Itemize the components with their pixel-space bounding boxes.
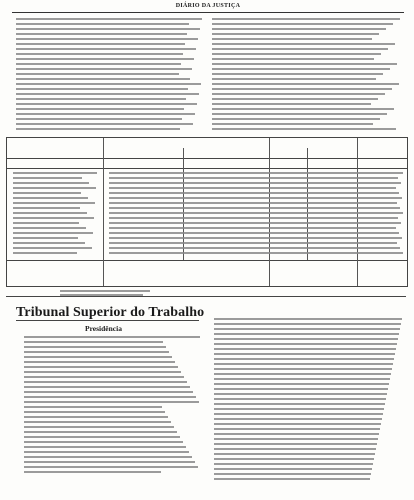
text-line: [212, 78, 376, 80]
text-line: [24, 391, 193, 393]
text-line: [16, 63, 181, 65]
text-line: [214, 328, 400, 330]
statistics-table: [6, 137, 408, 287]
text-line: [13, 192, 81, 194]
text-line: [109, 177, 398, 179]
text-line: [214, 473, 371, 475]
publication-title: DIÁRIO DA JUSTIÇA: [175, 3, 241, 9]
text-line: [214, 373, 391, 375]
text-line: [16, 28, 200, 30]
text-line: [16, 23, 189, 25]
text-line: [212, 98, 378, 100]
text-line: [16, 93, 199, 95]
text-line: [109, 242, 397, 244]
text-line: [16, 128, 180, 130]
presidencia-heading: Presidência: [85, 324, 122, 333]
text-line: [109, 207, 400, 209]
text-line: [16, 33, 187, 35]
text-line: [16, 98, 186, 100]
text-line: [214, 338, 398, 340]
text-line: [109, 202, 397, 204]
text-line: [16, 88, 188, 90]
text-line: [16, 38, 198, 40]
text-line: [214, 318, 402, 320]
text-line: [214, 458, 374, 460]
text-line: [214, 468, 372, 470]
text-line: [212, 63, 397, 65]
text-line: [16, 58, 194, 60]
text-line: [24, 441, 183, 443]
text-line: [212, 48, 388, 50]
text-line: [13, 212, 87, 214]
text-line: [24, 471, 161, 473]
text-line: [24, 341, 163, 343]
text-line: [214, 463, 373, 465]
text-line: [24, 386, 190, 388]
text-line: [24, 406, 162, 408]
text-line: [24, 426, 174, 428]
text-line: [24, 421, 171, 423]
text-line: [24, 336, 200, 338]
text-line: [13, 247, 92, 249]
text-line: [13, 242, 85, 244]
text-line: [16, 78, 190, 80]
text-line: [16, 73, 179, 75]
text-line: [214, 453, 375, 455]
text-line: [13, 232, 93, 234]
text-line: [214, 433, 379, 435]
text-line: [24, 446, 186, 448]
tribunal-heading-rule: [16, 320, 199, 321]
text-line: [214, 363, 393, 365]
text-line: [212, 88, 392, 90]
text-line: [214, 383, 389, 385]
text-line: [24, 356, 172, 358]
text-line: [24, 376, 184, 378]
text-line: [13, 222, 79, 224]
text-line: [24, 381, 187, 383]
text-line: [212, 43, 395, 45]
text-line: [24, 431, 177, 433]
text-line: [16, 103, 197, 105]
text-line: [214, 408, 384, 410]
text-line: [16, 113, 195, 115]
text-line: [214, 438, 378, 440]
text-line: [212, 103, 371, 105]
text-line: [16, 53, 183, 55]
text-line: [24, 466, 198, 468]
text-line: [214, 343, 397, 345]
text-line: [109, 197, 402, 199]
text-line: [109, 192, 399, 194]
text-line: [214, 323, 401, 325]
text-line: [16, 18, 202, 20]
text-line: [214, 418, 382, 420]
text-line: [13, 197, 88, 199]
text-line: [24, 371, 181, 373]
text-line: [212, 58, 374, 60]
text-line: [214, 333, 399, 335]
text-line: [214, 348, 396, 350]
text-line: [13, 217, 94, 219]
text-line: [212, 23, 393, 25]
text-line: [212, 18, 400, 20]
text-line: [16, 118, 182, 120]
text-line: [24, 361, 175, 363]
text-line: [24, 411, 165, 413]
text-line: [13, 237, 78, 239]
text-line: [212, 53, 381, 55]
text-line: [109, 172, 403, 174]
text-line: [16, 43, 185, 45]
text-line: [214, 413, 383, 415]
text-line: [24, 456, 192, 458]
text-line: [214, 353, 395, 355]
text-line: [212, 68, 390, 70]
text-line: [212, 113, 387, 115]
text-line: [24, 351, 169, 353]
text-line: [16, 68, 192, 70]
text-line: [214, 358, 394, 360]
text-line: [212, 108, 394, 110]
text-line: [24, 451, 189, 453]
text-line: [214, 478, 370, 480]
text-line: [109, 252, 403, 254]
text-line: [13, 187, 96, 189]
text-line: [214, 398, 386, 400]
text-line: [24, 366, 178, 368]
masthead: [12, 2, 404, 13]
tribunal-heading: Tribunal Superior do Trabalho: [16, 305, 205, 320]
text-line: [109, 237, 402, 239]
section-divider: [6, 296, 406, 297]
text-line: [13, 207, 80, 209]
text-line: [24, 416, 168, 418]
text-line: [214, 388, 388, 390]
text-line: [212, 93, 385, 95]
text-line: [24, 461, 195, 463]
text-line: [109, 212, 403, 214]
text-line: [212, 83, 399, 85]
text-line: [212, 123, 373, 125]
text-line: [214, 403, 385, 405]
text-line: [16, 108, 184, 110]
text-line: [16, 123, 193, 125]
text-line: [13, 227, 86, 229]
text-line: [13, 182, 89, 184]
text-line: [212, 128, 396, 130]
text-line: [13, 177, 82, 179]
text-line: [109, 232, 399, 234]
text-line: [16, 48, 196, 50]
text-line: [16, 83, 201, 85]
text-line: [212, 73, 383, 75]
text-line: [24, 396, 196, 398]
text-line: [109, 222, 401, 224]
text-line: [214, 443, 377, 445]
text-line: [13, 252, 77, 254]
text-line: [212, 38, 372, 40]
text-line: [24, 436, 180, 438]
text-line: [109, 182, 401, 184]
text-line: [24, 401, 199, 403]
text-line: [212, 33, 379, 35]
text-line: [109, 187, 396, 189]
text-line: [214, 428, 380, 430]
text-line: [24, 346, 166, 348]
text-line: [214, 368, 392, 370]
text-line: [214, 423, 381, 425]
text-line: [212, 118, 380, 120]
text-line: [13, 202, 95, 204]
text-line: [109, 227, 396, 229]
text-line: [109, 247, 400, 249]
text-line: [214, 393, 387, 395]
text-line: [60, 290, 150, 292]
text-line: [214, 448, 376, 450]
text-line: [214, 378, 390, 380]
text-line: [212, 28, 386, 30]
text-line: [109, 217, 398, 219]
text-line: [13, 172, 97, 174]
